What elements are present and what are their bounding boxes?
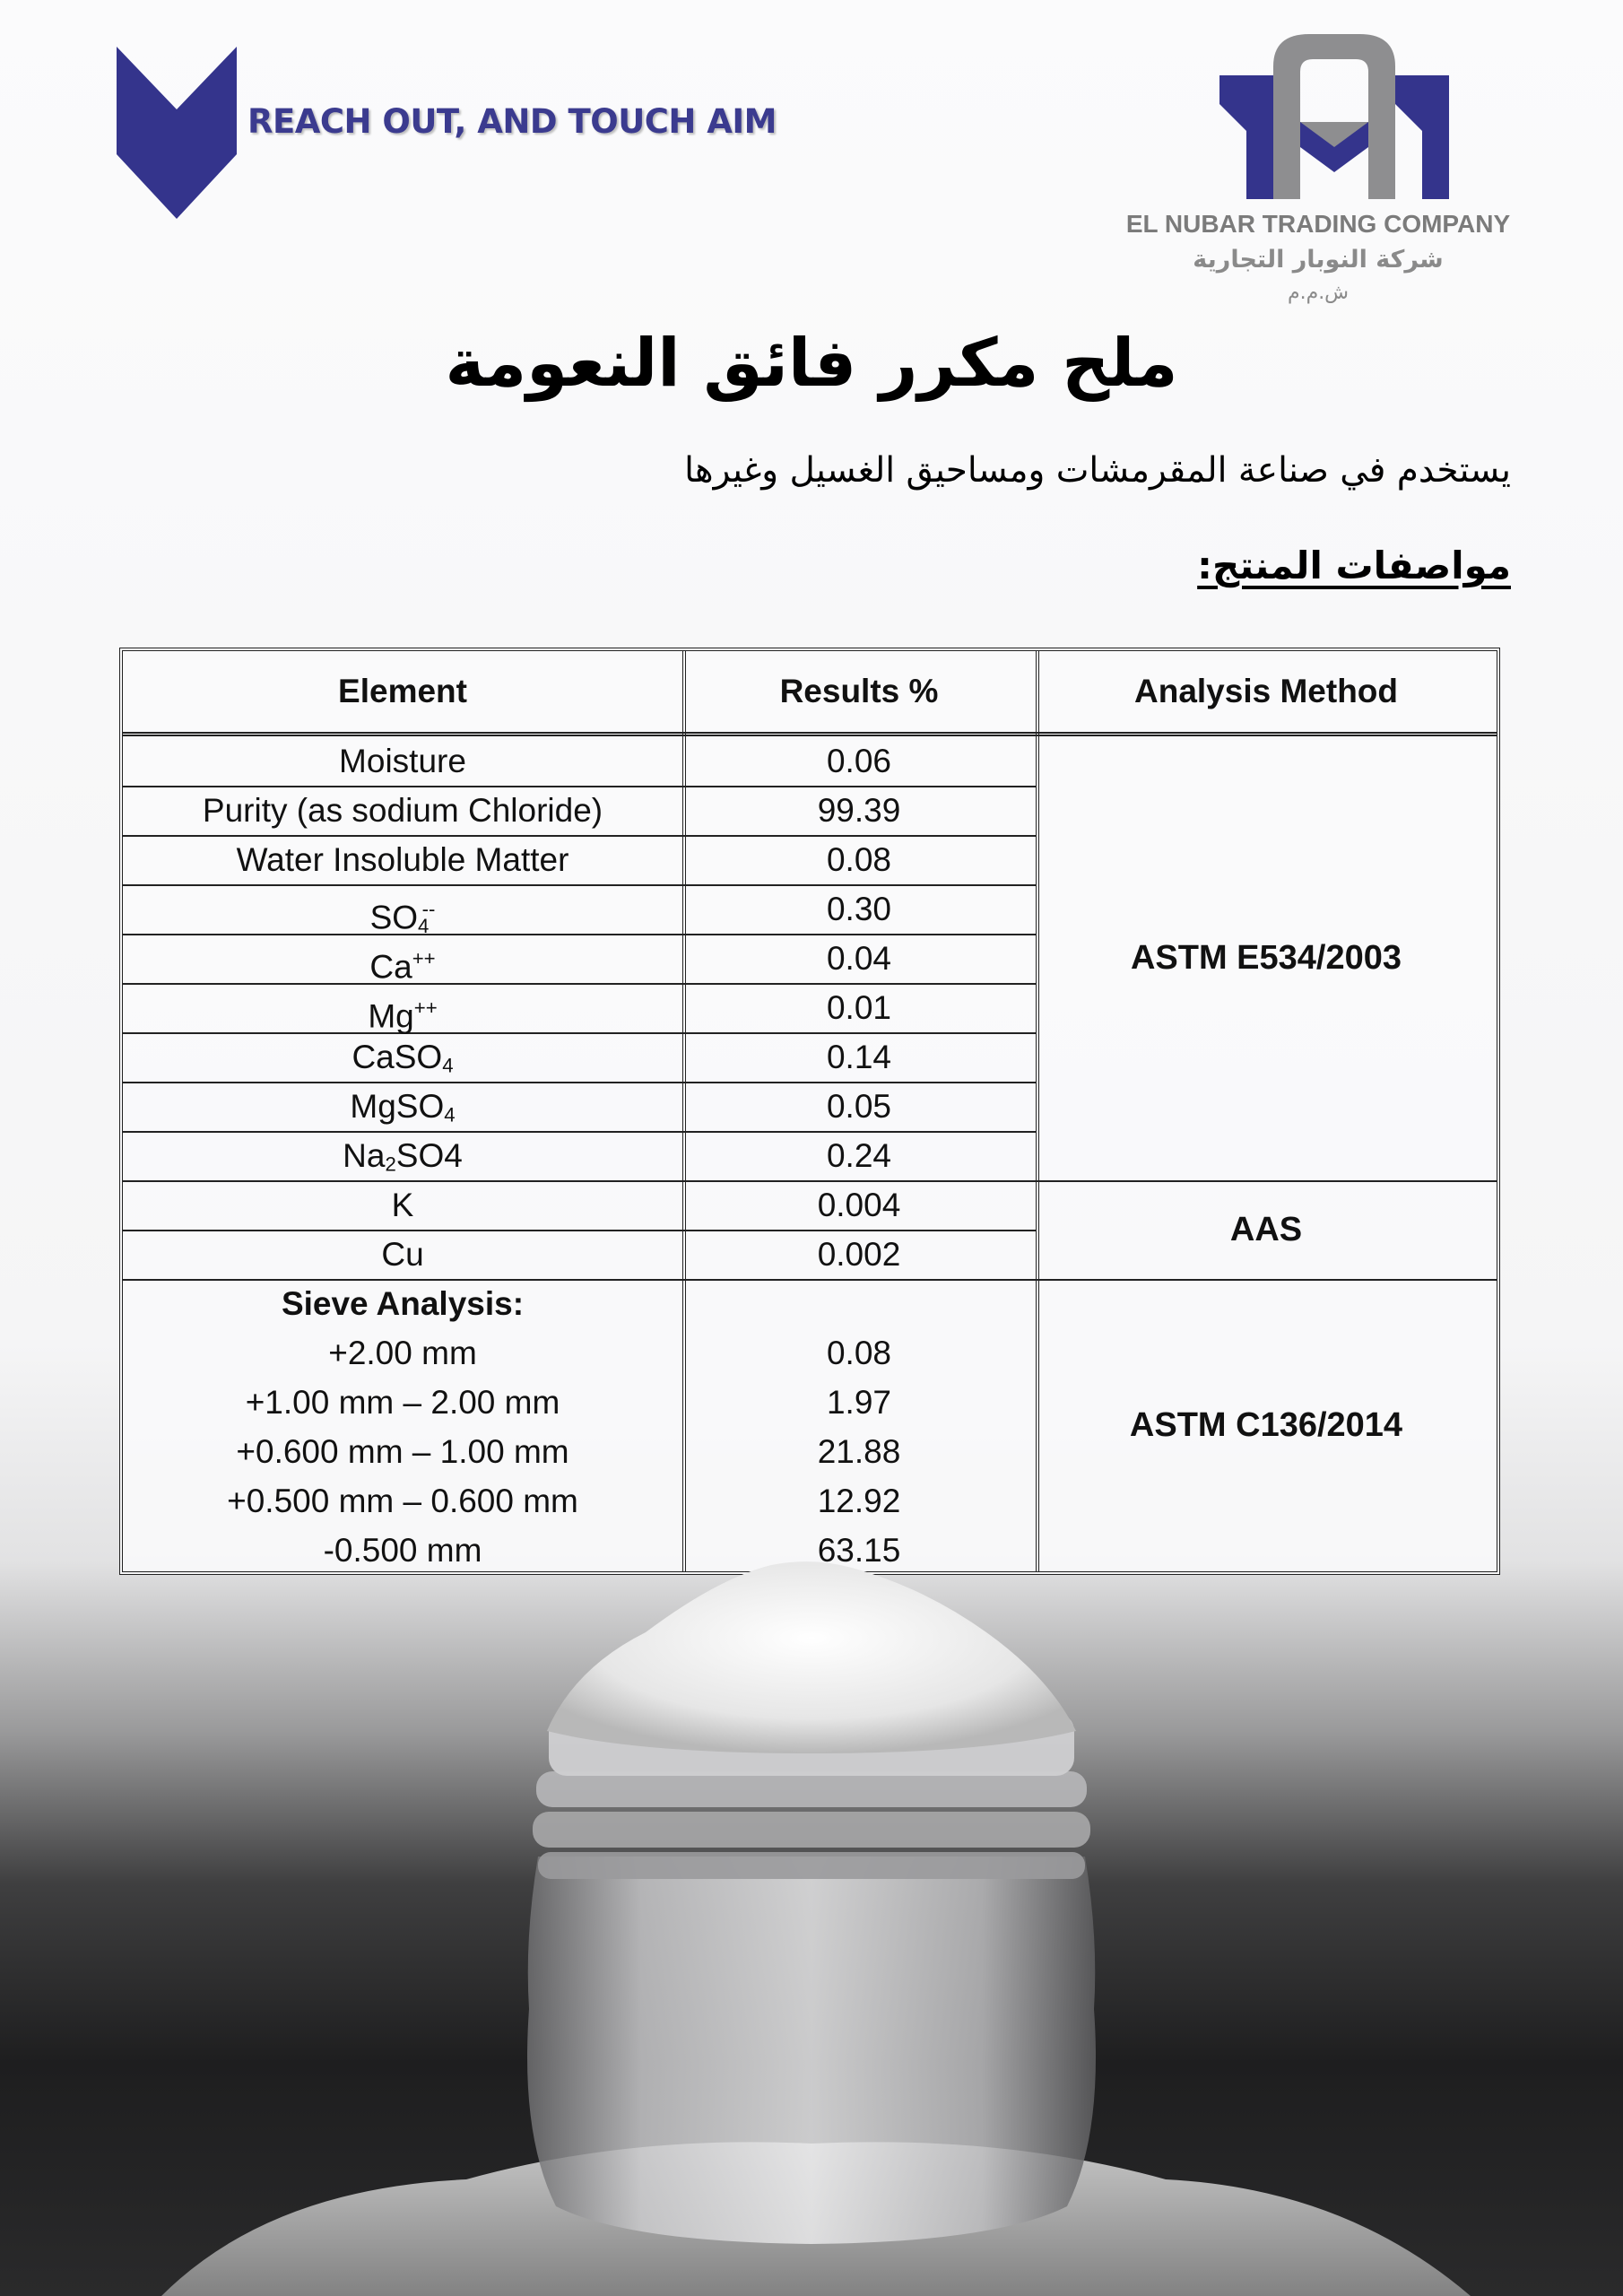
header-element: Element xyxy=(338,673,467,709)
formula-sup: ++ xyxy=(412,947,436,970)
result-na2so4: 0.24 xyxy=(826,1137,891,1174)
element-k: K xyxy=(391,1187,414,1223)
method-astm-c136: ASTM C136/2014 xyxy=(1129,1405,1403,1444)
formula-sup: ++ xyxy=(413,996,438,1019)
sieve-size: +2.00 mm xyxy=(328,1335,477,1371)
formula-base: SO xyxy=(369,899,419,936)
result-k: 0.004 xyxy=(817,1187,901,1223)
method-astm-e534: ASTM E534/2003 xyxy=(1130,939,1402,977)
sieve-result: 1.97 xyxy=(826,1384,891,1421)
document-title: ملح مكرر فائق النعومة xyxy=(445,325,1178,402)
result-ca: 0.04 xyxy=(826,940,891,977)
aim-logo-icon xyxy=(1219,32,1449,203)
sieve-analysis-label: Sieve Analysis: xyxy=(281,1285,525,1322)
spec-heading: مواصفات المنتج: xyxy=(1197,544,1511,587)
sieve-result: 21.88 xyxy=(817,1433,901,1470)
formula-base: Mg xyxy=(368,997,414,1035)
formula-sub: 4 xyxy=(442,1054,454,1077)
header-results: Results % xyxy=(779,673,939,709)
formula-base: CaSO xyxy=(352,1039,443,1075)
result-moisture: 0.06 xyxy=(826,743,891,779)
result-caso4: 0.14 xyxy=(826,1039,891,1075)
formula-sup: -- xyxy=(421,898,436,920)
element-mgso4 xyxy=(123,1082,682,1131)
method-aas: AAS xyxy=(1229,1210,1303,1248)
result-purity: 99.39 xyxy=(817,792,901,829)
sieve-size: +0.600 mm – 1.00 mm xyxy=(236,1433,569,1470)
element-purity: Purity (as sodium Chloride) xyxy=(202,792,603,829)
formula-tail: SO4 xyxy=(395,1137,463,1174)
element-cu: Cu xyxy=(381,1236,424,1273)
header-method: Analysis Method xyxy=(1134,673,1398,709)
sieve-result: 0.08 xyxy=(826,1335,891,1371)
element-so4 xyxy=(123,884,682,937)
sieve-result: 63.15 xyxy=(817,1532,901,1569)
tagline: REACH OUT, AND TOUCH AIM xyxy=(247,102,777,141)
result-water-insoluble: 0.08 xyxy=(826,841,891,878)
result-so4: 0.30 xyxy=(826,891,891,927)
formula-base: Na xyxy=(343,1137,386,1174)
element-water-insoluble: Water Insoluble Matter xyxy=(236,841,569,878)
result-cu: 0.002 xyxy=(817,1236,901,1273)
formula-sub: 2 xyxy=(385,1152,396,1176)
formula-sub: 4 xyxy=(418,914,430,937)
company-name-en: EL NUBAR TRADING COMPANY xyxy=(1125,210,1511,238)
element-caso4 xyxy=(123,1032,682,1082)
spec-table xyxy=(119,648,1500,1575)
element-na2so4 xyxy=(123,1131,682,1180)
element-mg xyxy=(123,983,682,1035)
sieve-size: -0.500 mm xyxy=(323,1532,482,1569)
formula-base: MgSO xyxy=(350,1088,445,1125)
element-ca xyxy=(123,934,682,986)
result-mg: 0.01 xyxy=(826,989,891,1026)
company-name-ar: شركة النوبار التجارية xyxy=(1193,246,1444,274)
chevron-down-emblem-icon xyxy=(117,47,237,219)
formula-sub: 4 xyxy=(444,1103,456,1126)
company-abbr-ar: ش.م.م xyxy=(1287,282,1350,304)
result-mgso4: 0.05 xyxy=(826,1088,891,1125)
formula-base: Ca xyxy=(369,948,412,986)
document-subtitle: يستخدم في صناعة المقرمشات ومساحيق الغسيل وغيرها xyxy=(684,450,1511,491)
sieve-size: +1.00 mm – 2.00 mm xyxy=(245,1384,560,1421)
sieve-result: 12.92 xyxy=(817,1483,901,1519)
sieve-size: +0.500 mm – 0.600 mm xyxy=(227,1483,578,1519)
element-moisture: Moisture xyxy=(339,743,466,779)
salt-jar-photo xyxy=(0,1561,1623,2296)
